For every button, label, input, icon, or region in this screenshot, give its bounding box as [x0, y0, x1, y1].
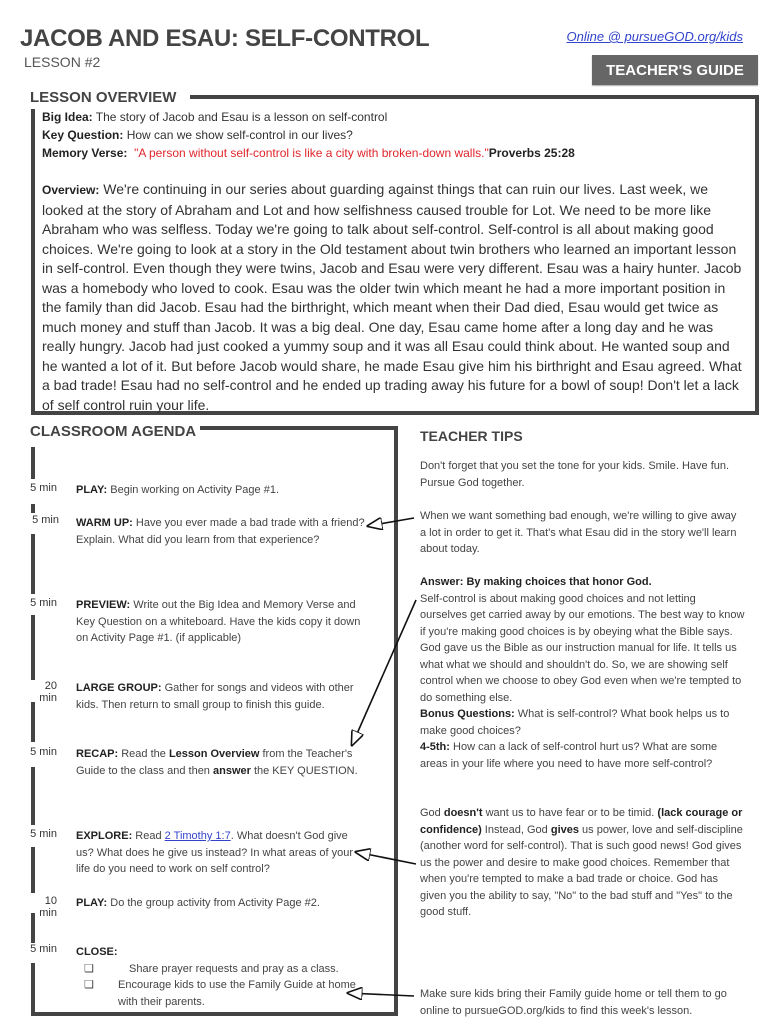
arrow-warm-up — [368, 518, 414, 526]
agenda-time: 20 min — [39, 680, 57, 704]
memory-verse: Memory Verse: "A person without self-control is like a city with broken-down walls."Proverbs 25:28 — [42, 146, 575, 160]
checklist-item: ❏ Encourage kids to use the Family Guide at home with their parents. — [76, 977, 366, 1010]
classroom-agenda-heading: CLASSROOM AGENDA — [30, 423, 197, 440]
agenda-time: 10 min — [39, 895, 57, 919]
agenda-time: 5 min — [32, 514, 59, 526]
checkbox-icon: ❏ — [84, 962, 94, 975]
key-question: Key Question: How can we show self-control in our lives? — [42, 128, 353, 142]
arrow-close — [348, 993, 414, 996]
arrow-recap — [352, 600, 416, 745]
overview-paragraph: Overview: We're continuing in our series about guarding against things that can ruin our lives. Last week, we looked at the story of Abraham and Lot and how selfishness caused trouble for Lot. We need to be more like Abraham who was selfless. Today we're going to talk about self-control. Self-control is all about making good choices. We're going to look at a story in the Old testament about twin brothers who learned an important lesson in self-control. Even though they were twins, Jacob and Esau were very different. Esau was a hairy hunter. Jacob was a homebody who loved to cook. Esau was the older twin which meant he had a more important position in the family than did Jacob. Esau had the birthright, which meant when their Dad died, Esau would get twice as much money and stuff than Jacob. It was a big deal. One day, Esau came home after a long day and he was really hungry. Jacob had just cooked a yummy soup and it was all Esau could think about. He wanted soup and he wanted a lot of it. But before Jacob would share, he made Esau give him his birthright and Esau agreed. What a bad trade! Esau had no self-control and he ended up trading away his future for a bowl of soup! Don't let a lack of self control ruin your life. — [42, 181, 742, 413]
agenda-item-recap: RECAP: Read the Lesson Overview from the Teacher's Guide to the class and then answer the KEY QUESTION. — [76, 748, 358, 777]
agenda-item-warm-up: WARM UP: Have you ever made a bad trade with a friend? Explain. What did you learn from that experience? — [76, 517, 365, 546]
teachers-guide-badge: TEACHER'S GUIDE — [592, 55, 758, 85]
agenda-time: 5 min — [30, 746, 57, 758]
big-idea: Big Idea: The story of Jacob and Esau is a lesson on self-control — [42, 110, 388, 124]
agenda-item-play: PLAY: Begin working on Activity Page #1. — [76, 484, 280, 496]
checklist-item: ❏ Share prayer requests and pray as a class. — [76, 961, 366, 978]
checkbox-icon: ❏ — [84, 979, 94, 991]
agenda-time: 5 min — [30, 597, 57, 609]
site-link[interactable]: Online @ pursueGOD.org/kids — [566, 29, 743, 44]
agenda-item-explore: EXPLORE: Read 2 Timothy 1:7. What doesn't God give us? What does he give us instead? In what areas of your life do you need to work on self control? — [76, 830, 353, 875]
tip-warm-up: When we want something bad enough, we're willing to give away a lot in order to get it. That's what Esau did in the story we'll learn about today. — [420, 510, 737, 555]
scripture-link[interactable]: 2 Timothy 1:7 — [164, 830, 231, 842]
agenda-item-preview: PREVIEW: Write out the Big Idea and Memory Verse and Key Question on a whiteboard. Have the kids copy it down on Activity Page #1. (if applicable) — [76, 599, 361, 644]
tip-close: Make sure kids bring their Family guide home or tell them to go online to pursueGOD.org/kids to find this week's lesson. — [420, 988, 727, 1017]
agenda-time: 5 min — [30, 828, 57, 840]
agenda-time: 5 min — [30, 943, 57, 955]
lesson-number: LESSON #2 — [24, 54, 101, 70]
page-title: JACOB AND ESAU: SELF-CONTROL — [20, 25, 430, 52]
tip-tone: Don't forget that you set the tone for your kids. Smile. Have fun. Pursue God together. — [420, 460, 730, 489]
agenda-item-large-group: LARGE GROUP: Gather for songs and videos with other kids. Then return to small group to finish this guide. — [76, 682, 354, 711]
lesson-overview-heading: LESSON OVERVIEW — [30, 89, 177, 106]
agenda-item-play-2: PLAY: Do the group activity from Activity Page #2. — [76, 897, 320, 909]
agenda-time: 5 min — [30, 482, 57, 494]
teacher-tips-heading: TEACHER TIPS — [420, 428, 523, 444]
agenda-item-close: CLOSE: ❏ Share prayer requests and pray as a class. ❏ Encourage kids to use the Family Guide at home with their parents. — [76, 944, 366, 1010]
arrow-explore — [356, 852, 416, 864]
tip-answer: Answer: By making choices that honor God. Self-control is about making good choices and not letting ourselves get carried away by our emotions. The best way to know if you're making good choices is by obeying what the Bible says. God gave us the Bible as our instruction manual for life. It tells us what what we should and shouldn't do. So, we are showing self control when we choose to obey God even when we're tempted to do something else. Bonus Questions: What is self-control? What book helps us to make good choices? 4-5th: How can a lack of self-control hurt us? What are some areas in your life where you need to have more self-control? — [420, 576, 745, 770]
tip-explore: God doesn't want us to have fear or to be timid. (lack courage or confidence) Instead, God gives us power, love and self-discipline (another word for self-control). That is such good news! God gives us the power and desire to make good choices. Remember that when you're tempted to make a bad trade or choice. God has given you the ability to say, "No" to the bad stuff and "Yes" to the good stuff. — [420, 807, 743, 918]
